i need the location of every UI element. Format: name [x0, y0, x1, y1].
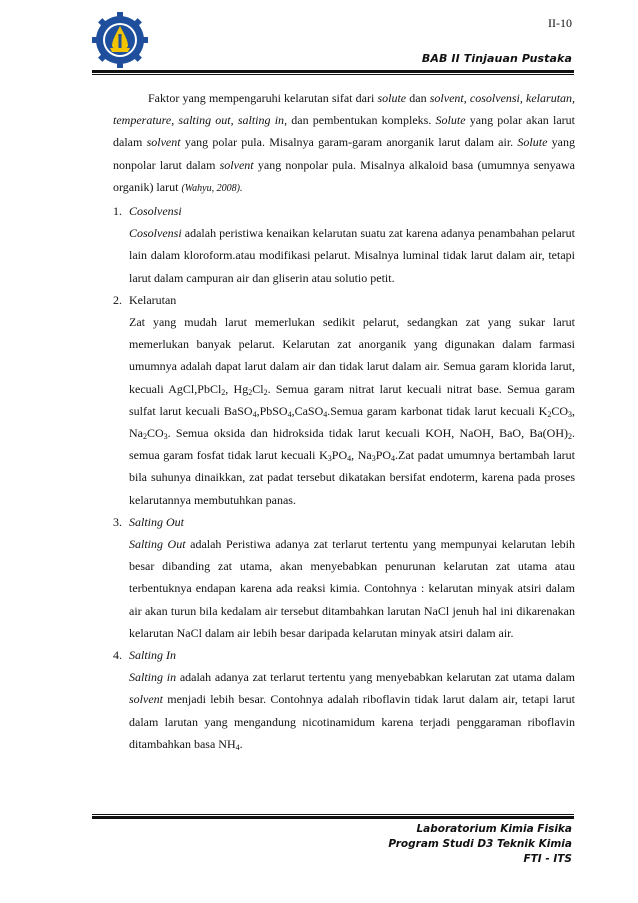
institution-logo	[92, 12, 148, 68]
section-text-kelarutan: Zat yang mudah larut memerlukan sedikit pelarut, sedangkan zat yang sukar larut memerlukan banyak pelarut. Kelarutan zat anorganik yang digunakan dalam farmasi umumnya adalah dapat larut dalam air dan tidak larut dalam air. Semua garam klorida larut, kecuali AgCl,PbCl$_2$, $Hg_2Cl_2$. Semua garam nitrat larut kecuali nitrat base. Semua garam sulfat larut kecuali BaSO$_4$,PbSO$_4$,CaSO$_4$.Semua garam karbonat tidak larut kecuali $K_2CO_3$, $Na_2CO_3$. Semua oksida dan hidroksida tidak larut kecuali KOH, NaOH, BaO, $Ba(OH)_2$. semua garam fosfat tidak larut kecuali $K_3PO_4$, $Na_3PO_4.Zat$ padat umumnya bertambah larut bila suhunya dinaikkan, zat padat tersebut dikatakan bersifat endoterm, karena pada proses kelarutannya membutuhkan panas.	[129, 315, 576, 507]
page-footer	[388, 822, 572, 867]
section-heading-salting-out: 3. Salting Out	[113, 514, 185, 529]
document-body	[113, 87, 575, 755]
section-text-salting-in: Salting in adalah adanya zat terlarut tertentu yang menyebabkan kelarutan zat utama dalam solvent menjadi lebih besar. Contohnya adalah riboflavin tidak larut dalam air, tetapi larut dalam larutan yang mengandung nicotinamidum karena terjadi penggaraman riboflavin ditambahkan basa $NH_4$.	[129, 670, 575, 752]
gear-icon	[92, 12, 148, 68]
page-number: II-10	[548, 16, 572, 30]
section-text-salting-out: Salting Out adalah Peristiwa adanya zat terlarut tertentu yang mempunyai kelarutan lebih besar dibanding zat utama, akan menyebabkan penurunan kelarutan zat utama atau terbentuknya endapan karena ada reaksi kimia. Contohnya : kelarutan minyak atsiri dalam air akan turun bila kedalam air tersebut ditambahkan larutan NaCl jenuh hal ini dikarenakan kelarutan NaCl dalam air lebih besar daripada kelarutan minyak atsiri dalam air.	[129, 537, 575, 640]
intro-paragraph: Faktor yang mempengaruhi kelarutan sifat dari solute dan solvent, cosolvensi, kelarutan, temperature, salting out, salting in, dan pembentukan kompleks. Solute yang polar akan larut dalam solvent yang polar pula. Misalnya garam-garam anorganik larut dalam air. Solute yang nonpolar larut dalam solvent yang nonpolar pula. Misalnya alkaloid basa (umumnya senyawa organik) larut (Wahyu, 2008).	[113, 91, 576, 194]
section-text-cosolvensi: Cosolvensi adalah peristiwa kenaikan kelarutan suatu zat karena adanya penambahan pelarut lain dalam kloroform.atau modifikasi pelarut. Misalnya luminal tidak larut dalam air, tetapi larut dalam campuran air dan gliserin atau solutio petit.	[129, 226, 575, 285]
section-heading-kelarutan: 2. Kelarutan	[113, 292, 177, 307]
chapter-heading: BAB II Tinjauan Pustaka	[421, 52, 572, 65]
footer-faculty: FTI - ITS	[523, 853, 572, 865]
footer-program: Program Studi D3 Teknik Kimia	[388, 838, 572, 850]
footer-divider	[92, 814, 574, 819]
footer-lab: Laboratorium Kimia Fisika	[416, 823, 572, 835]
citation: (Wahyu, 2008).	[181, 182, 243, 194]
section-heading-cosolvensi: 1. Cosolvensi	[113, 204, 182, 219]
header-divider	[92, 70, 574, 75]
section-heading-salting-in: 4. Salting In	[113, 648, 176, 663]
